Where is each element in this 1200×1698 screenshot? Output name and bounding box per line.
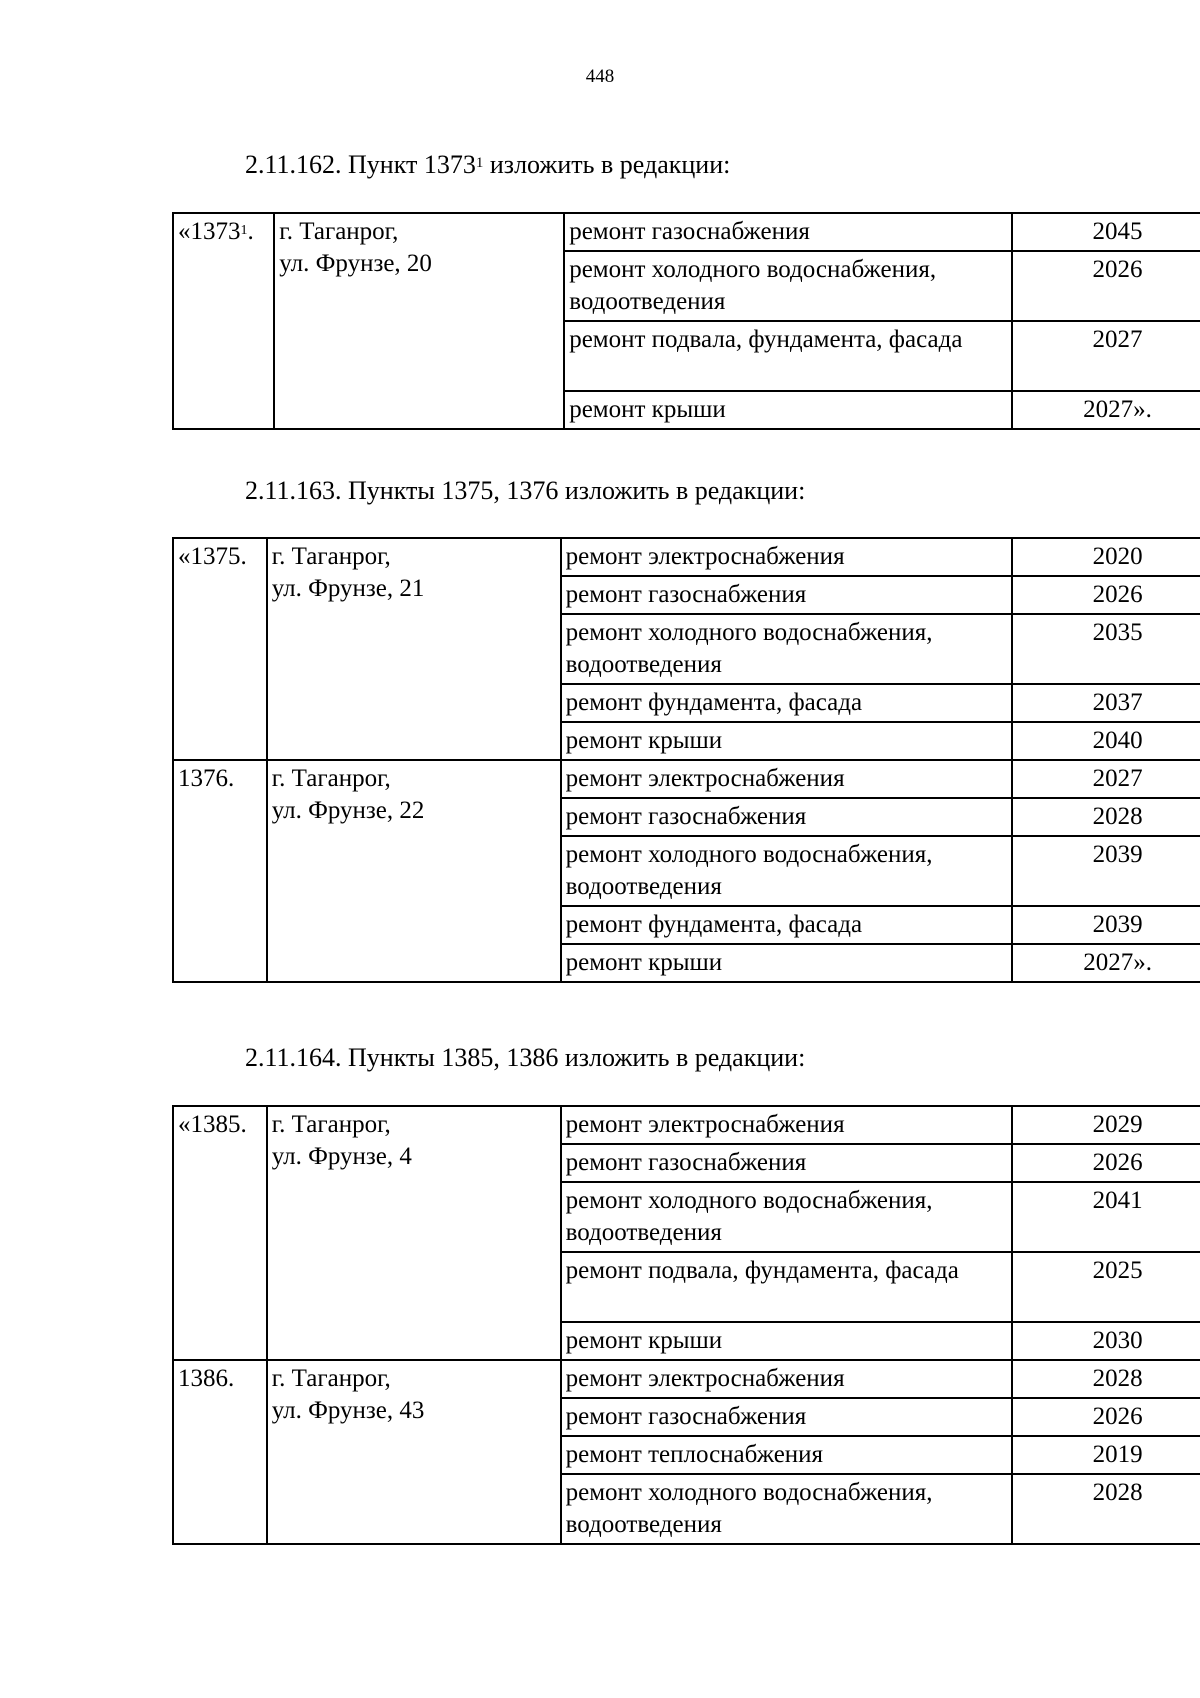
work-cell: ремонт газоснабжения xyxy=(561,1144,1013,1182)
address-cell: г. Таганрог, ул. Фрунзе, 21 xyxy=(267,538,561,760)
work-cell: ремонт газоснабжения xyxy=(561,576,1013,614)
work-cell: ремонт подвала, фундамента, фасада xyxy=(561,1252,1013,1322)
year-cell: 2039 xyxy=(1012,836,1200,906)
table-row xyxy=(173,538,1200,576)
address-cell: г. Таганрог, ул. Фрунзе, 4 xyxy=(267,1106,561,1360)
section-heading xyxy=(245,1043,805,1073)
heading-superscript: 1 xyxy=(475,155,484,171)
heading-text-suffix: изложить в редакции: xyxy=(483,150,731,179)
work-cell: ремонт холодного водоснабжения, водоотведения xyxy=(561,1182,1013,1252)
work-cell: ремонт электроснабжения xyxy=(561,1360,1013,1398)
work-cell: ремонт холодного водоснабжения, водоотведения xyxy=(561,836,1013,906)
year-cell: 2040 xyxy=(1012,722,1200,760)
work-cell: ремонт подвала, фундамента, фасада xyxy=(564,321,1012,391)
work-cell: ремонт крыши xyxy=(564,391,1012,429)
year-cell: 2029 xyxy=(1012,1106,1200,1144)
item-number-cell: 1376. xyxy=(173,760,267,982)
year-cell: 2027 xyxy=(1012,760,1200,798)
heading-text: 2.11.162. Пункт 1373 xyxy=(245,150,476,179)
work-cell: ремонт крыши xyxy=(561,722,1013,760)
work-cell: ремонт фундамента, фасада xyxy=(561,906,1013,944)
year-cell: 2030 xyxy=(1012,1322,1200,1360)
work-cell: ремонт фундамента, фасада xyxy=(561,684,1013,722)
works-table xyxy=(172,212,1200,430)
year-cell: 2028 xyxy=(1012,798,1200,836)
year-cell: 2019 xyxy=(1012,1436,1200,1474)
year-cell: 2037 xyxy=(1012,684,1200,722)
year-cell: 2026 xyxy=(1012,1398,1200,1436)
table-row xyxy=(173,1360,1200,1398)
year-cell: 2026 xyxy=(1012,1144,1200,1182)
year-cell: 2027 xyxy=(1012,321,1200,391)
heading-text: 2.11.163. Пункты 1375, 1376 изложить в редакции: xyxy=(245,476,806,505)
year-cell: 2020 xyxy=(1012,538,1200,576)
work-cell: ремонт электроснабжения xyxy=(561,1106,1013,1144)
work-cell: ремонт газоснабжения xyxy=(564,213,1012,251)
work-cell: ремонт газоснабжения xyxy=(561,1398,1013,1436)
page-number: 448 xyxy=(585,66,615,87)
year-cell: 2027». xyxy=(1012,391,1200,429)
item-number-cell: «1373$^1$. xyxy=(173,213,274,429)
work-cell: ремонт электроснабжения xyxy=(561,538,1013,576)
work-cell: ремонт холодного водоснабжения, водоотведения xyxy=(564,251,1012,321)
item-number-cell: «1385. xyxy=(173,1106,267,1360)
work-cell: ремонт крыши xyxy=(561,944,1013,982)
year-cell: 2028 xyxy=(1012,1474,1200,1544)
item-number-cell: «1375. xyxy=(173,538,267,760)
table-row xyxy=(173,760,1200,798)
year-cell: 2026 xyxy=(1012,251,1200,321)
work-cell: ремонт холодного водоснабжения, водоотведения xyxy=(561,614,1013,684)
address-cell: г. Таганрог, ул. Фрунзе, 20 xyxy=(274,213,564,429)
work-cell: ремонт крыши xyxy=(561,1322,1013,1360)
year-cell: 2041 xyxy=(1012,1182,1200,1252)
address-cell: г. Таганрог, ул. Фрунзе, 43 xyxy=(267,1360,561,1544)
work-cell: ремонт холодного водоснабжения, водоотведения xyxy=(561,1474,1013,1544)
works-table xyxy=(172,537,1200,983)
address-cell: г. Таганрог, ул. Фрунзе, 22 xyxy=(267,760,561,982)
year-cell: 2027». xyxy=(1012,944,1200,982)
table-row xyxy=(173,213,1200,251)
year-cell: 2035 xyxy=(1012,614,1200,684)
work-cell: ремонт теплоснабжения xyxy=(561,1436,1013,1474)
work-cell: ремонт электроснабжения xyxy=(561,760,1013,798)
item-number-cell: 1386. xyxy=(173,1360,267,1544)
year-cell: 2026 xyxy=(1012,576,1200,614)
work-cell: ремонт газоснабжения xyxy=(561,798,1013,836)
works-table xyxy=(172,1105,1200,1545)
section-heading xyxy=(245,150,730,180)
year-cell: 2028 xyxy=(1012,1360,1200,1398)
table-row xyxy=(173,1106,1200,1144)
year-cell: 2039 xyxy=(1012,906,1200,944)
section-heading xyxy=(245,476,805,506)
year-cell: 2025 xyxy=(1012,1252,1200,1322)
year-cell: 2045 xyxy=(1012,213,1200,251)
heading-text: 2.11.164. Пункты 1385, 1386 изложить в редакции: xyxy=(245,1043,806,1072)
